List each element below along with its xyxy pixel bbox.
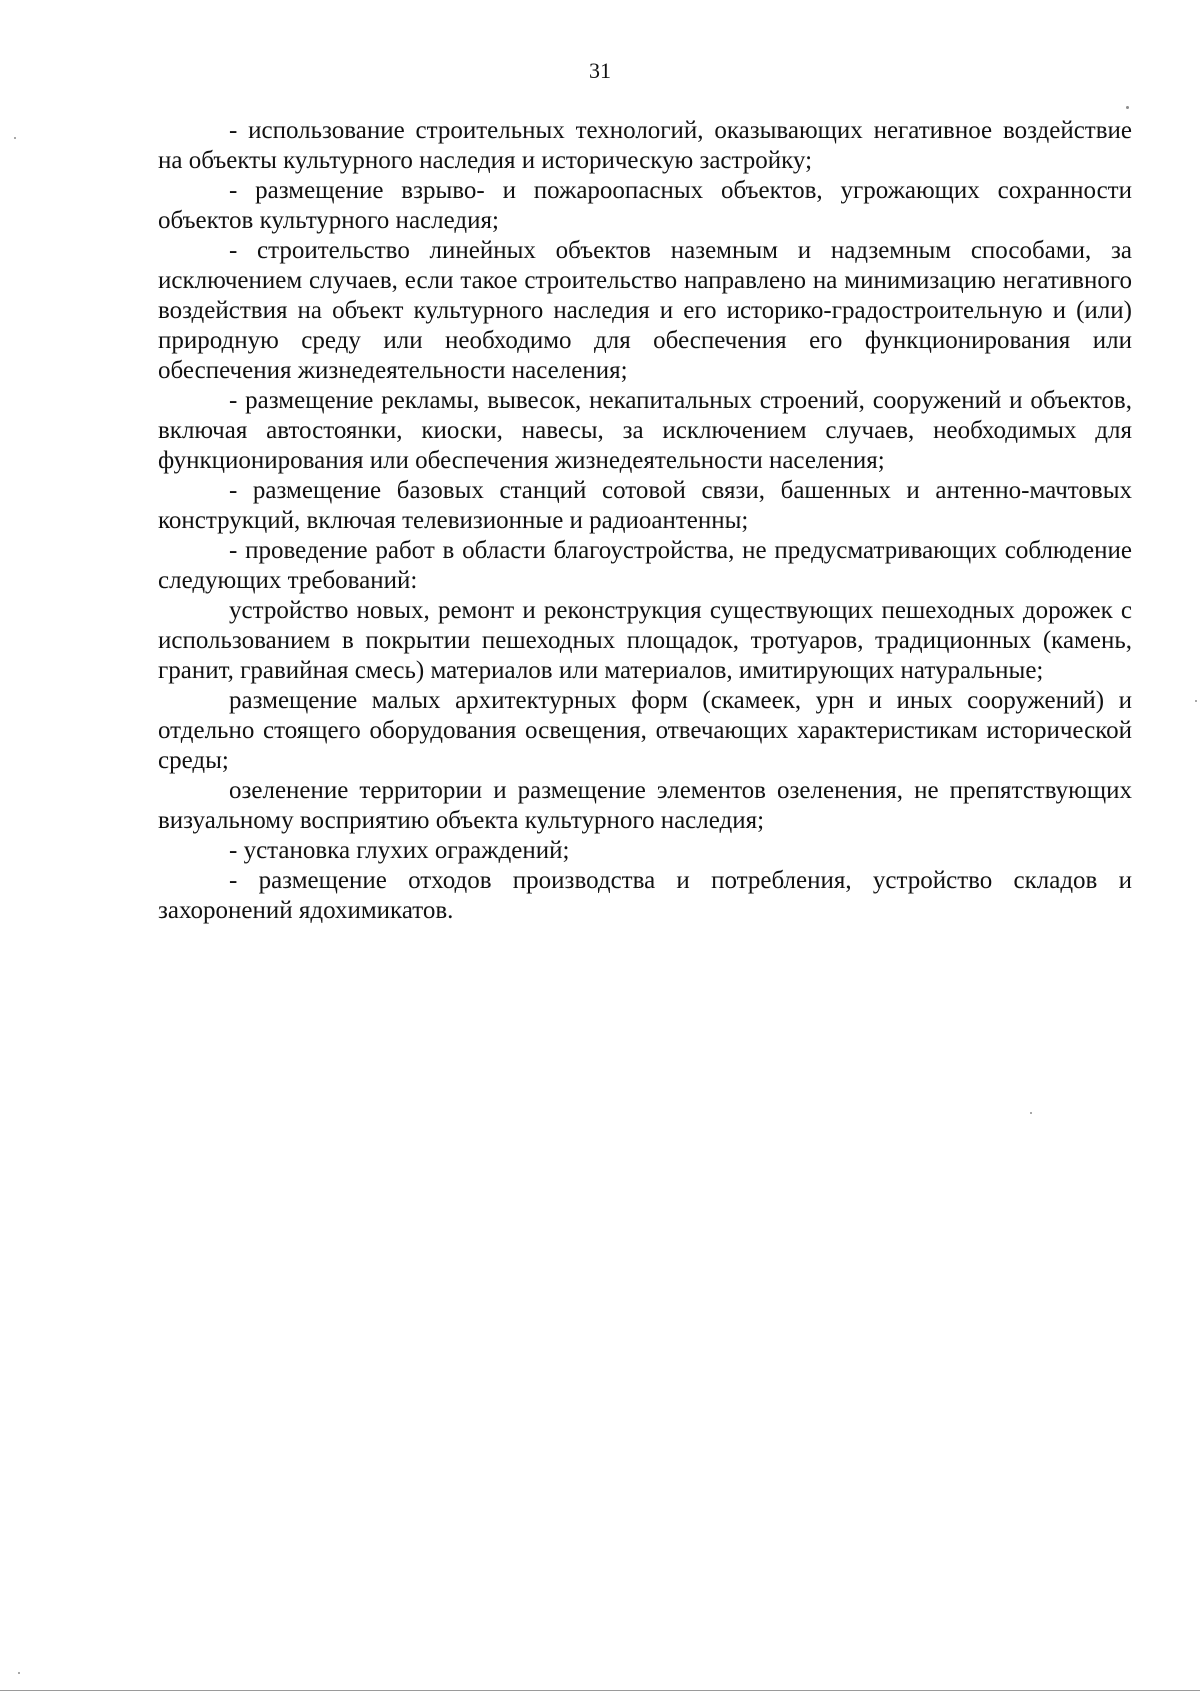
scan-speck	[1030, 1112, 1032, 1114]
paragraph-linear-objects: - строительство линейных объектов наземным и надземным способами, за исключением случаев, если такое строительство направлено на минимизацию негативного воздействия на объект культурного наследия и его историко-градостроительную и (или) природную среду или необходимо для обеспечения его функционирования или обеспечения жизнедеятельности населения;	[158, 237, 1132, 384]
scan-speck	[1195, 700, 1197, 702]
paragraph-cellular-stations: - размещение базовых станций сотовой связи, башенных и антенно-мачтовых конструкций, включая телевизионные и радиоантенны;	[158, 477, 1132, 534]
scan-speck	[14, 137, 16, 139]
scan-speck	[18, 1672, 20, 1674]
page-number: 31	[589, 58, 611, 83]
paragraph-small-architectural-forms: размещение малых архитектурных форм (скамеек, урн и иных сооружений) и отдельно стоящего оборудования освещения, отвечающих характеристикам исторической среды;	[158, 687, 1132, 774]
paragraph-pedestrian-paths: устройство новых, ремонт и реконструкция существующих пешеходных дорожек с использованием в покрытии пешеходных площадок, тротуаров, традиционных (камень, гранит, гравийная смесь) материалов или материалов, имитирующих натуральные;	[158, 597, 1132, 684]
scan-speck	[1126, 106, 1129, 109]
paragraph-landscaping-works: - проведение работ в области благоустройства, не предусматривающих соблюдение следующих требований:	[158, 537, 1132, 594]
paragraph-advertising: - размещение рекламы, вывесок, некапитальных строений, сооружений и объектов, включая автостоянки, киоски, навесы, за исключением случаев, необходимых для функционирования или обеспечения жизнедеятельности населения;	[158, 387, 1132, 474]
paragraph-building-technologies: - использование строительных технологий, оказывающих негативное воздействие на объекты культурного наследия и историческую застройку;	[158, 117, 1132, 174]
paragraph-hazardous-objects: - размещение взрыво- и пожароопасных объектов, угрожающих сохранности объектов культурного наследия;	[158, 177, 1132, 234]
paragraph-waste-disposal: - размещение отходов производства и потребления, устройство складов и захоронений ядохимикатов.	[158, 867, 1132, 924]
paragraph-blind-fences: - установка глухих ограждений;	[229, 837, 570, 864]
scan-bottom-edge	[0, 1690, 1200, 1691]
document-body	[158, 116, 1132, 926]
paragraph-greening: озеленение территории и размещение элементов озеленения, не препятствующих визуальному восприятию объекта культурного наследия;	[158, 777, 1132, 834]
